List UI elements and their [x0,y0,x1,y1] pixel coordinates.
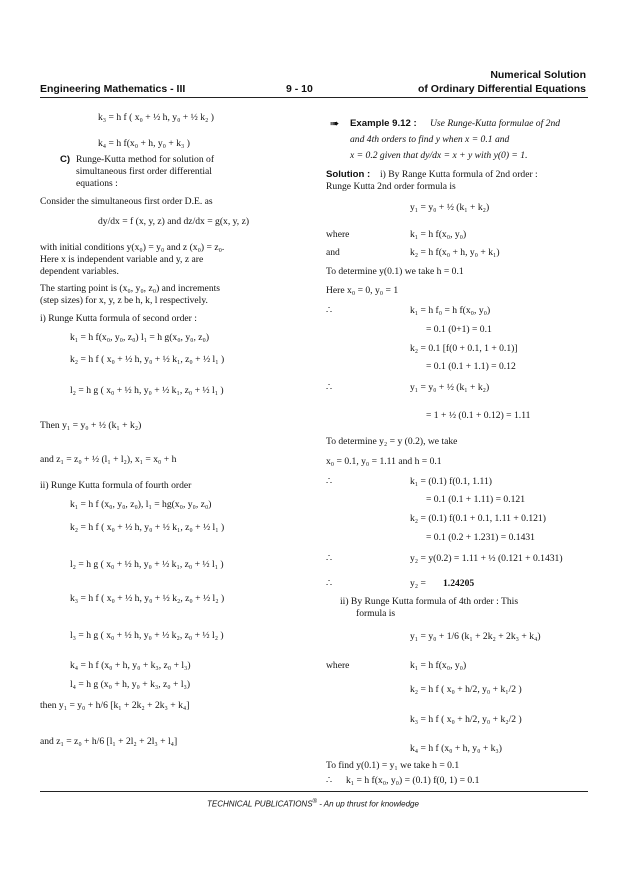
footer-tagline: - An up thrust for knowledge [316,799,419,809]
r-and-k2: k₂ = h f(x₀ + h, y₀ + k₁) [410,247,500,258]
footer-text [0,799,626,809]
r-calc-y1: y₁ = y₀ + ½ (k₁ + k₂) [410,382,490,393]
rk2-heading: i) Runge Kutta formula of second order : [40,313,197,324]
rk2-k2: k₂ = h f ( x₀ + ½ h, y₀ + ½ k₁, z₀ + ½ l₁ ) [70,354,225,365]
footer-registered: ® [312,799,317,805]
header-book-title: Engineering Mathematics - III [40,83,186,95]
formula-k3-top: k₃ = h f ( x₀ + ½ h, y₀ + ½ k₂ ) [98,112,214,123]
r-calc-y1-value: = 1 + ½ (0.1 + 0.12) = 1.11 [426,410,531,421]
r-calc2-y2-result-prefix: y₂ = [410,578,426,589]
header-chapter-line2: of Ordinary Differential Equations [417,83,586,95]
section-c-line3: equations : [76,178,118,189]
therefore-symbol-1: ∴ [326,305,333,316]
r-find-y01: To find y(0.1) = y₁ we take h = 0.1 [326,760,460,771]
r-final-k1: k₁ = h f(x₀, y₀) = (0.1) f(0, 1) = 0.1 [346,775,480,786]
r-determine-y01: To determine y(0.1) we take h = 0.1 [326,266,464,277]
section-c-line1: Runge-Kutta method for solution of [76,154,215,165]
rk4-k3: k₃ = h f ( x₀ + ½ h, y₀ + ½ k₂, z₀ + ½ l₂ ) [70,593,225,604]
r-where-k1: k₁ = h f(x₀, y₀) [410,229,467,240]
r-calc2-y2: y₂ = y(0.2) = 1.11 + ½ (0.121 + 0.1431) [410,553,563,564]
example-line3: x = 0.2 given that dy/dx = x + y with y(0) = 1. [350,150,528,161]
r-calc-k2-value: = 0.1 (0.1 + 1.1) = 0.12 [426,361,516,372]
footer-publisher: TECHNICAL PUBLICATIONS [207,799,313,809]
r-and-label: and [326,247,340,258]
therefore-symbol-6: ∴ [326,775,333,786]
rk4-l3: l₃ = h g ( x₀ + ½ h, y₀ + ½ k₂, z₀ + ½ l₂ ) [70,630,224,641]
r-where-label: where [326,229,350,240]
footer-rule [40,791,588,792]
r-rk4-line1: ii) By Runge Kutta formula of 4th order : This [340,596,519,607]
de-equation: dy/dx = f (x, y, z) and dz/dx = g(x, y, z) [98,216,250,227]
solution-label: Solution : [326,169,371,180]
therefore-symbol-3: ∴ [326,476,333,487]
rk4-heading: ii) Runge Kutta formula of fourth order [40,480,192,491]
r-calc-k1-value: = 0.1 (0+1) = 0.1 [426,324,492,335]
therefore-symbol-2: ∴ [326,382,333,393]
header-rule [40,97,588,98]
r-rk4-k3: k₃ = h f ( x₀ + h/2, y₀ + k₂/2 ) [410,714,522,725]
r-rk4-k4: k₄ = h f (x₀ + h, y₀ + k₃) [410,743,502,754]
section-c-marker: C) [60,154,71,165]
initial-conditions-line3: dependent variables. [40,266,119,277]
header-chapter-line1: Numerical Solution [490,69,586,81]
solution-line1: i) By Range Kutta formula of 2nd order : [380,169,538,180]
example-line2: and 4th orders to find y when x = 0.1 and [350,134,510,145]
rk4-then: then y₁ = y₀ + h/6 [k₁ + 2k₂ + 2k₃ + k₄] [40,700,190,711]
initial-conditions-line2: Here x is independent variable and y, z are [40,254,204,265]
rk2-then: Then y₁ = y₀ + ½ (k₁ + k₂) [40,420,142,431]
rk4-l2: l₂ = h g ( x₀ + ½ h, y₀ + ½ k₁, z₀ + ½ l₁ ) [70,559,224,570]
rk4-and: and z₁ = z₀ + h/6 [l₁ + 2l₂ + 2l₃ + l₄] [40,736,178,747]
r-rk4-y1: y₁ = y₀ + 1/6 (k₁ + 2k₂ + 2k₃ + k₄) [410,631,541,642]
example-label: Example 9.12 : [350,118,417,129]
example-arrow-icon: ➠ [330,118,340,130]
rk4-l4: l₄ = h g (x₀ + h, y₀ + k₃, z₀ + l₃) [70,679,191,690]
therefore-symbol-4: ∴ [326,553,333,564]
rk2-k1-l1: k₁ = h f(x₀, y₀, z₀) l₁ = h g(x₀, y₀, z₀) [70,332,210,343]
example-line1: Use Runge-Kutta formulae of 2nd [430,118,561,129]
r-calc2-k2: k₂ = (0.1) f(0.1 + 0.1, 1.11 + 0.121) [410,513,546,524]
r-calc-k2: k₂ = 0.1 [f(0 + 0.1, 1 + 0.1)] [410,343,518,354]
r-here-values: Here x₀ = 0, y₀ = 1 [326,285,399,296]
solution-line2: Runge Kutta 2nd order formula is [326,181,456,192]
starting-point-line2: (step sizes) for x, y, z be h, k, l respectively. [40,295,208,306]
r-calc-k1: k₁ = h f₀ = h f(x₀, y₀) [410,305,491,316]
r-y1-formula: y₁ = y₀ + ½ (k₁ + k₂) [410,202,490,213]
rk4-k2: k₂ = h f ( x₀ + ½ h, y₀ + ½ k₁, z₀ + ½ l₁ ) [70,522,225,533]
r-rk4-where-label: where [326,660,350,671]
rk2-l2: l₂ = h g ( x₀ + ½ h, y₀ + ½ k₁, z₀ + ½ l₁ ) [70,385,224,396]
rk4-k4: k₄ = h f (x₀ + h, y₀ + k₃, z₀ + l₃) [70,660,191,671]
r-calc2-y2-result: 1.24205 [443,578,475,589]
r-calc2-k1: k₁ = (0.1) f(0.1, 1.11) [410,476,492,487]
starting-point-line1: The starting point is (x₀, y₀, z₀) and increments [40,283,221,294]
consider-line: Consider the simultaneous first order D.E. as [40,196,213,207]
r-rk4-line2: formula is [356,608,396,619]
rk4-k1-l1: k₁ = h f (x₀, y₀, z₀), l₁ = hg(x₀, y₀, z₀) [70,499,212,510]
r-calc2-k1-value: = 0.1 (0.1 + 1.11) = 0.121 [426,494,526,505]
r-rk4-k1: k₁ = h f(x₀, y₀) [410,660,467,671]
initial-conditions-line1: with initial conditions y(x₀) = y₀ and z (x₀) = z₀. [40,242,225,253]
formula-k4-top: k₄ = h f(x₀ + h, y₀ + k₃ ) [98,138,190,149]
therefore-symbol-5: ∴ [326,578,333,589]
r-determine-y2: To determine y₂ = y (0.2), we take [326,436,458,447]
section-c-line2: simultaneous first order differential [76,166,212,177]
rk2-and: and z₁ = z₀ + ½ (l₁ + l₂), x₁ = x₀ + h [40,454,177,465]
header-page-number: 9 - 10 [286,83,313,95]
r-rk4-k2: k₂ = h f ( x₀ + h/2, y₀ + k₁/2 ) [410,684,522,695]
r-calc2-k2-value: = 0.1 (0.2 + 1.231) = 0.1431 [426,532,535,543]
r-x0-values: x₀ = 0.1, y₀ = 1.11 and h = 0.1 [326,456,442,467]
